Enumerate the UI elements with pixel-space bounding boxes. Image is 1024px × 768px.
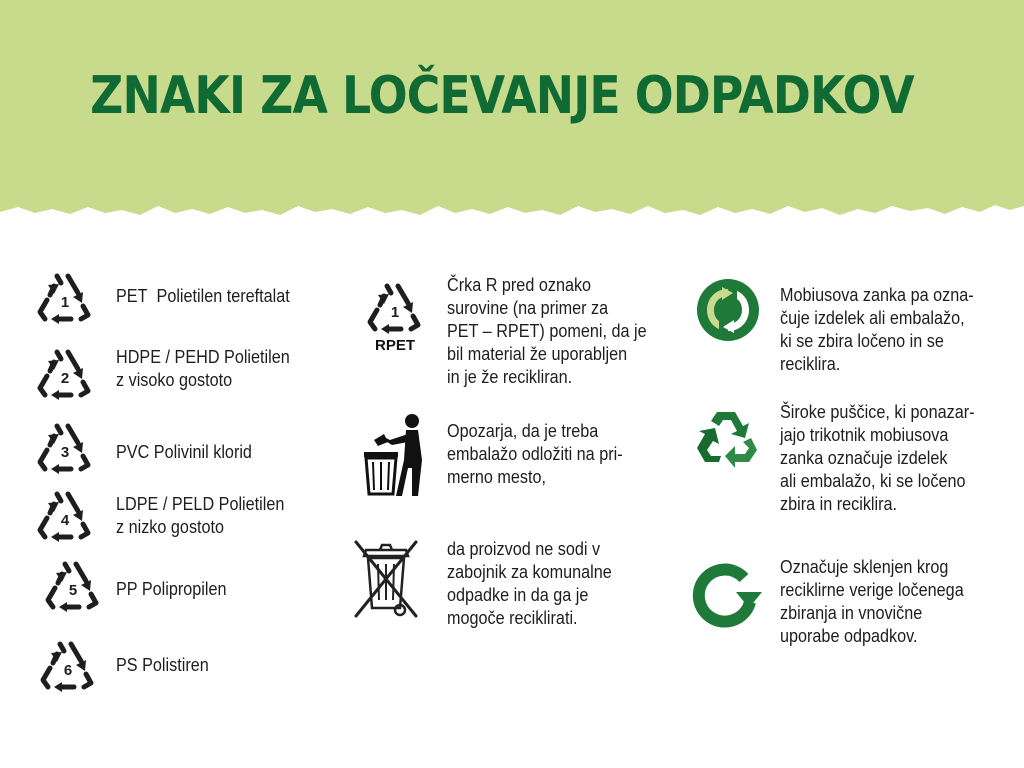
- tidyman-line-1: Opozarja, da je treba: [447, 421, 599, 441]
- resin-code-3-line1: PVC Polivinil klorid: [116, 442, 252, 462]
- rpet-line-4: bil material že uporabljen: [447, 344, 628, 364]
- recycle-triangle-rpet-icon: [367, 280, 423, 336]
- tidyman-description: [447, 420, 623, 489]
- recycle-triangle-3-icon: [37, 420, 93, 476]
- closed-loop-line-4: uporabe odpadkov.: [780, 626, 918, 646]
- rpet-line-3: PET – RPET) pomeni, da je: [447, 321, 647, 341]
- resin-number-2: 2: [60, 370, 70, 387]
- resin-code-5-line1: PP Polipropilen: [116, 579, 227, 599]
- green-dot-line-4: reciklira.: [780, 354, 841, 374]
- recycle-triangle-5-icon: [45, 558, 101, 614]
- closed-loop-line-1: Označuje sklenjen krog: [780, 557, 949, 577]
- recycle-triangle-1-icon: [37, 270, 93, 326]
- resin-number-4: 4: [60, 512, 70, 529]
- closed-loop-description: [780, 556, 964, 648]
- resin-code-2-line1: HDPE / PEHD Polietilen: [116, 347, 290, 367]
- resin-code-4-label: [116, 493, 284, 539]
- resin-number-3: 3: [60, 444, 70, 461]
- crossed-bin-line-4: mogoče reciklirati.: [447, 608, 578, 628]
- closed-loop-line-3: zbiranja in vnovične: [780, 603, 923, 623]
- recycle-triangle-2-icon: [37, 346, 93, 402]
- resin-code-3-label: [116, 441, 252, 464]
- rpet-label: RPET: [374, 337, 415, 354]
- mobius-line-1: Široke puščice, ki ponazar-: [780, 402, 975, 422]
- rpet-number: 1: [390, 304, 400, 321]
- resin-code-6-label: [116, 654, 209, 677]
- resin-code-2-label: [116, 346, 290, 392]
- rpet-line-5: in je že recikliran.: [447, 367, 573, 387]
- rpet-description: [447, 274, 647, 389]
- mobius-line-4: ali embalažo, ki se ločeno: [780, 471, 966, 491]
- resin-number-1: 1: [60, 294, 70, 311]
- mobius-line-5: zbira in reciklira.: [780, 494, 898, 514]
- green-dot-icon: [695, 277, 761, 343]
- crossed-bin-description: [447, 538, 612, 630]
- resin-code-1-label: [116, 285, 290, 308]
- resin-code-2-line2: z visoko gostoto: [116, 370, 233, 390]
- resin-code-4-line2: z nizko gostoto: [116, 517, 225, 537]
- resin-code-4-line1: LDPE / PELD Polietilen: [116, 494, 285, 514]
- person-disposing-trash-icon: [362, 412, 432, 498]
- resin-code-1-desc: Polietilen tereftalat: [156, 286, 290, 306]
- header-banner: [0, 0, 1024, 240]
- mobius-line-3: zanka označuje izdelek: [780, 448, 948, 468]
- green-dot-line-2: čuje izdelek ali embalažo,: [780, 308, 965, 328]
- crossed-bin-line-3: odpadke in da ga je: [447, 585, 589, 605]
- crossed-out-wheelie-bin-icon: [352, 538, 420, 620]
- rpet-line-1: Črka R pred oznako: [447, 275, 592, 295]
- rpet-line-2: surovine (na primer za: [447, 298, 609, 318]
- mobius-description: [780, 401, 974, 516]
- resin-code-5-label: [116, 578, 226, 601]
- mobius-loop-icon: [695, 404, 759, 468]
- green-dot-description: [780, 284, 974, 376]
- green-dot-line-3: ki se zbira ločeno in se: [780, 331, 944, 351]
- crossed-bin-line-2: zabojnik za komunalne: [447, 562, 612, 582]
- resin-number-6: 6: [63, 662, 73, 679]
- green-dot-line-1: Mobiusova zanka pa ozna-: [780, 285, 974, 305]
- resin-number-5: 5: [68, 582, 78, 599]
- tidyman-line-3: merno mesto,: [447, 467, 547, 487]
- mobius-line-2: jajo trikotnik mobiusova: [780, 425, 949, 445]
- closed-loop-arrow-icon: [692, 562, 764, 628]
- page-title: ZNAKI ZA LOČEVANJE ODPADKOV: [90, 66, 914, 126]
- closed-loop-line-2: reciklirne verige ločenega: [780, 580, 964, 600]
- tidyman-line-2: embalažo odložiti na pri-: [447, 444, 623, 464]
- crossed-bin-line-1: da proizvod ne sodi v: [447, 539, 601, 559]
- resin-code-1-code: PET: [116, 286, 148, 306]
- resin-code-6-line1: PS Polistiren: [116, 655, 209, 675]
- recycle-triangle-6-icon: [40, 638, 96, 694]
- recycle-triangle-4-icon: [37, 488, 93, 544]
